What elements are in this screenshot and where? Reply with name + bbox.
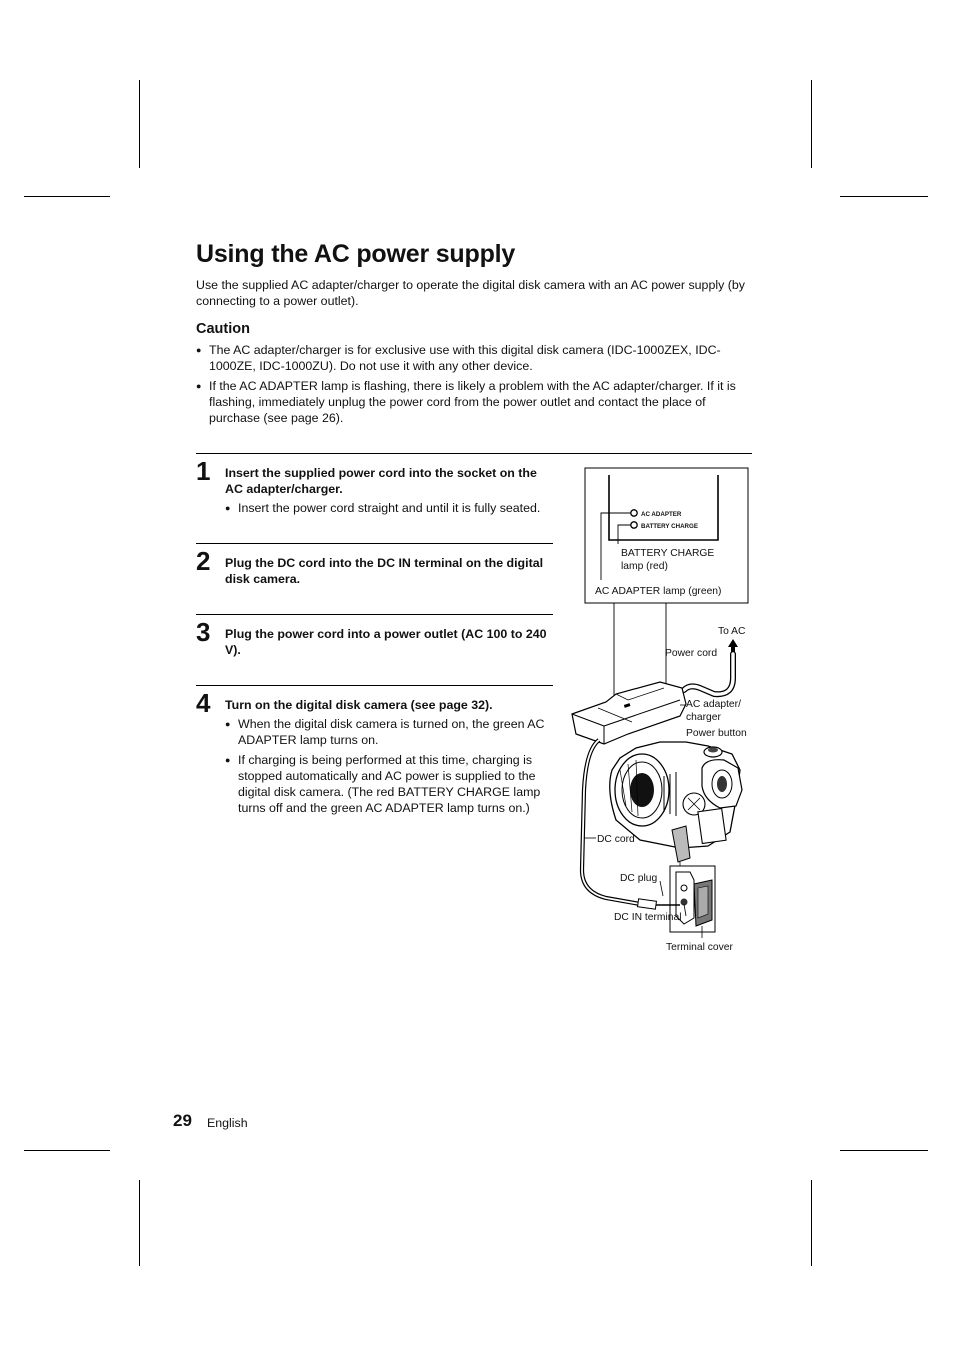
step-heading: Plug the power cord into a power outlet (AC 100 to 240 V).: [225, 627, 547, 658]
power-cord-label: Power cord: [665, 648, 718, 659]
power-button-label: Power button: [686, 728, 747, 739]
page-number: 29: [173, 1111, 192, 1130]
crop-mark: [24, 196, 110, 197]
arrow-up-icon: [728, 639, 738, 652]
page-language: English: [207, 1116, 248, 1130]
caution-item: ● The AC adapter/charger is for exclusive use with this digital disk camera (IDC-1000ZEX, IDC-1000ZE, IDC-1000ZU). Do not use it with any other device.: [196, 342, 752, 375]
step-heading: Turn on the digital disk camera (see page 32).: [225, 698, 493, 712]
lamp-panel-battery-charge-text: BATTERY CHARGE: [641, 523, 698, 530]
crop-mark: [139, 1180, 140, 1266]
crop-mark: [139, 80, 140, 168]
ac-adapter-charger-label: charger: [686, 712, 721, 723]
lcd-monitor: [698, 808, 726, 843]
caution-item: ● If the AC ADAPTER lamp is flashing, there is likely a problem with the AC adapter/charger. If it is flashing, immediately unplug the power cord from the power outlet and contact the place of purchase (see page 26).: [196, 378, 752, 427]
crop-mark: [811, 80, 812, 168]
leader-line: [660, 881, 663, 896]
step-number: 4: [196, 688, 211, 718]
ac-adapter-lamp-label: AC ADAPTER lamp (green): [595, 586, 722, 597]
step-bullet: ● Insert the power cord straight and until it is fully seated.: [225, 500, 555, 516]
power-cord-inner: [684, 654, 733, 694]
step-bullets: [225, 500, 555, 519]
terminal-cover-label: Terminal cover: [666, 942, 733, 953]
step-number: 2: [196, 546, 211, 576]
intro-paragraph: Use the supplied AC adapter/charger to operate the digital disk camera with an AC power supply (by connecting to a power outlet).: [196, 278, 745, 309]
section-divider: [196, 453, 752, 454]
step-divider: [196, 614, 553, 615]
dc-in-terminal-label: DC IN terminal: [614, 912, 682, 923]
step-heading: Insert the supplied power cord into the socket on the AC adapter/charger.: [225, 466, 537, 497]
dc-plug: [638, 899, 657, 909]
step-bullet: ● If charging is being performed at this time, charging is stopped automatically and AC power is supplied to the digital disk camera. (The red BATTERY CHARGE lamp turns off and the green AC ADAPTER lamp turns on.): [225, 752, 555, 817]
crop-mark: [811, 1180, 812, 1266]
ac-adapter-lamp-icon: [631, 510, 637, 516]
crop-mark: [840, 196, 928, 197]
step-heading: Plug the DC cord into the DC IN terminal on the digital disk camera.: [225, 556, 544, 587]
to-ac-label: To AC: [718, 626, 746, 637]
lamp-panel-ac-adapter-text: AC ADAPTER: [641, 511, 682, 518]
ac-adapter-charger-label: AC adapter/: [686, 699, 741, 710]
ac-adapter-charger: [572, 682, 686, 744]
caution-list: [196, 342, 752, 429]
crop-mark: [840, 1150, 928, 1151]
battery-charge-lamp-icon: [631, 522, 637, 528]
battery-charge-lamp-label: BATTERY CHARGE: [621, 548, 715, 559]
ac-power-illustration: [560, 460, 760, 960]
battery-charge-lamp-label: lamp (red): [621, 561, 668, 572]
step-divider: [196, 685, 553, 686]
page-title: Using the AC power supply: [196, 240, 516, 268]
step-bullets: [225, 716, 555, 820]
dc-cord-label: DC cord: [597, 834, 635, 845]
caution-heading: Caution: [196, 321, 250, 337]
step-number: 3: [196, 617, 211, 647]
crop-mark: [24, 1150, 110, 1151]
dc-plug-label: DC plug: [620, 873, 658, 884]
step-bullet: ● When the digital disk camera is turned on, the green AC ADAPTER lamp turns on.: [225, 716, 555, 749]
step-divider: [196, 543, 553, 544]
step-number: 1: [196, 456, 211, 486]
